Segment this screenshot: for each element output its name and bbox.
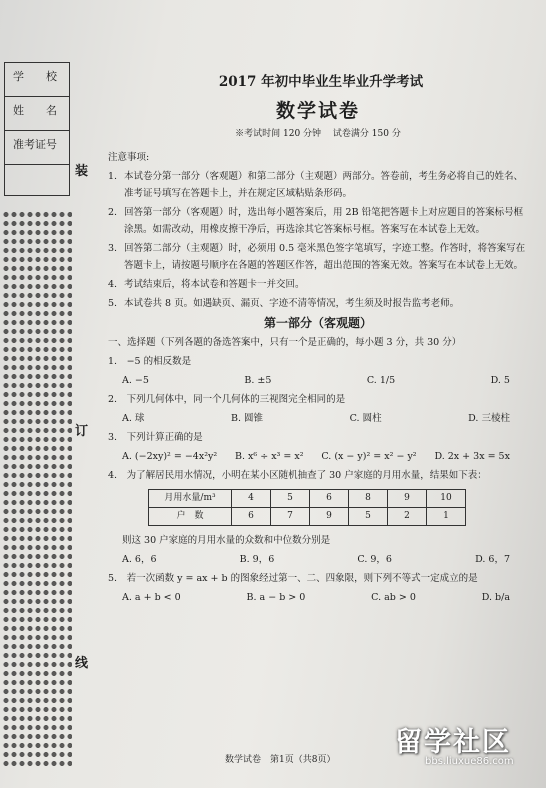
binding-mark-ding: 订	[75, 424, 89, 439]
exam-number-label: 准考证号	[5, 131, 69, 165]
exam-meta: ※考试时间 120 分钟 试卷满分 150 分	[235, 129, 401, 139]
part1-title: 第一部分（客观题）	[263, 316, 372, 330]
option: D. 5	[490, 375, 510, 386]
option: D. 6，7	[475, 554, 510, 565]
table-row	[149, 490, 466, 508]
watermark-title: 留学社区	[395, 727, 511, 758]
option: C. 9，6	[357, 554, 392, 565]
table-cell: 1	[427, 508, 466, 526]
notice-heading: 注意事项:	[108, 152, 150, 163]
table-cell: 10	[427, 490, 466, 508]
table-cell: 2	[388, 508, 427, 526]
option: A. (−2xy)² = −4x²y²	[122, 451, 218, 462]
question-2-options	[108, 410, 528, 427]
subject-title: 数学试卷	[275, 100, 360, 122]
table-cell: 6	[310, 490, 349, 508]
exam-content	[108, 74, 528, 606]
table-cell: 6	[232, 508, 271, 526]
table-cell: 5	[349, 508, 388, 526]
binding-dot-pattern	[2, 210, 72, 770]
table-cell: 8	[349, 490, 388, 508]
notice-item: 2. 回答第一部分（客观题）时，选出每小题答案后，用 2B 铅笔把答题卡上对应题目的答案标号框涂黑。如需改动，用橡皮擦干净后，再选涂其它答案标号框。答案写在本试卷上无效。	[108, 207, 524, 235]
table-cell: 9	[310, 508, 349, 526]
table-cell: 4	[232, 490, 271, 508]
question-4-followup: 则这 30 户家庭的月用水量的众数和中位数分别是	[122, 535, 331, 546]
table-row	[149, 508, 466, 526]
question-5: 5. 若一次函数 y = ax + b 的图象经过第一、二、四象限，则下列不等式一定成立的是	[108, 573, 478, 584]
option: D. 三棱柱	[468, 413, 510, 424]
question-1-options	[108, 372, 528, 389]
option: B. x⁶ ÷ x³ = x²	[235, 451, 304, 462]
exam-title: 2017 年初中毕业生毕业升学考试	[218, 74, 424, 90]
binding-mark-zhuang: 装	[75, 164, 89, 179]
option: C. ab > 0	[371, 592, 416, 603]
option: A. −5	[122, 375, 149, 386]
option: D. 2x + 3x = 5x	[434, 451, 510, 462]
question-3: 3. 下列计算正确的是	[108, 432, 203, 443]
question-4-options	[108, 551, 528, 568]
option: B. 9，6	[239, 554, 275, 565]
option: A. 球	[122, 413, 145, 424]
table-cell: 9	[388, 490, 427, 508]
page-footer: 数学试卷 第1页（共8页）	[225, 755, 336, 765]
watermark	[385, 720, 545, 780]
table-header-cell: 月用水量/m³	[149, 490, 232, 508]
question-4: 4. 为了解居民用水情况，小明在某小区随机抽查了 30 户家庭的月用水量，结果如下表：	[108, 470, 487, 481]
table-cell: 5	[271, 490, 310, 508]
school-label: 学 校	[5, 63, 69, 97]
option: B. a − b > 0	[246, 592, 306, 603]
question-3-options	[108, 448, 528, 465]
question-5-options	[108, 589, 528, 606]
option: B. 圆锥	[230, 413, 264, 424]
option: C. 圆柱	[349, 413, 382, 424]
blank-row	[5, 165, 69, 198]
notice-item: 4. 考试结束后，将本试卷和答题卡一并交回。	[108, 279, 305, 290]
water-usage-table	[148, 489, 466, 526]
watermark-url: bbs.liuxue86.com	[425, 756, 514, 767]
binding-mark-xian: 线	[75, 656, 89, 671]
notice-item: 1. 本试卷分第一部分（客观题）和第二部分（主观题）两部分。答卷前，考生务必将自己的姓名、准考证号填写在答题卡上，并在规定区域粘贴条形码。	[108, 171, 524, 199]
student-info-box	[4, 62, 70, 196]
option: C. 1/5	[366, 375, 396, 386]
option: D. b/a	[481, 592, 510, 603]
question-1: 1. −5 的相反数是	[108, 356, 192, 367]
name-label: 姓 名	[5, 97, 69, 131]
option: B. ±5	[244, 375, 272, 386]
table-header-cell: 户 数	[149, 508, 232, 526]
option: C. (x − y)² = x² − y²	[321, 451, 417, 462]
option: A. 6，6	[122, 554, 157, 565]
notice-item: 5. 本试卷共 8 页。如遇缺页、漏页、字迹不清等情况，考生须及时报告监考老师。	[108, 298, 460, 309]
section-heading: 一、选择题（下列各题的备选答案中，只有一个是正确的，每小题 3 分，共 30 分）	[108, 337, 462, 348]
question-2: 2. 下列几何体中，同一个几何体的三视图完全相同的是	[108, 394, 346, 405]
table-cell: 7	[271, 508, 310, 526]
notice-item: 3. 回答第二部分（主观题）时，必须用 0.5 毫米黑色签字笔填写，字迹工整。作答时，将答案写在答题卡上，请按题号顺序在各题的答题区作答，超出范围的答案无效。答案写在本试卷上无效。	[108, 243, 526, 271]
option: A. a + b < 0	[122, 592, 181, 603]
